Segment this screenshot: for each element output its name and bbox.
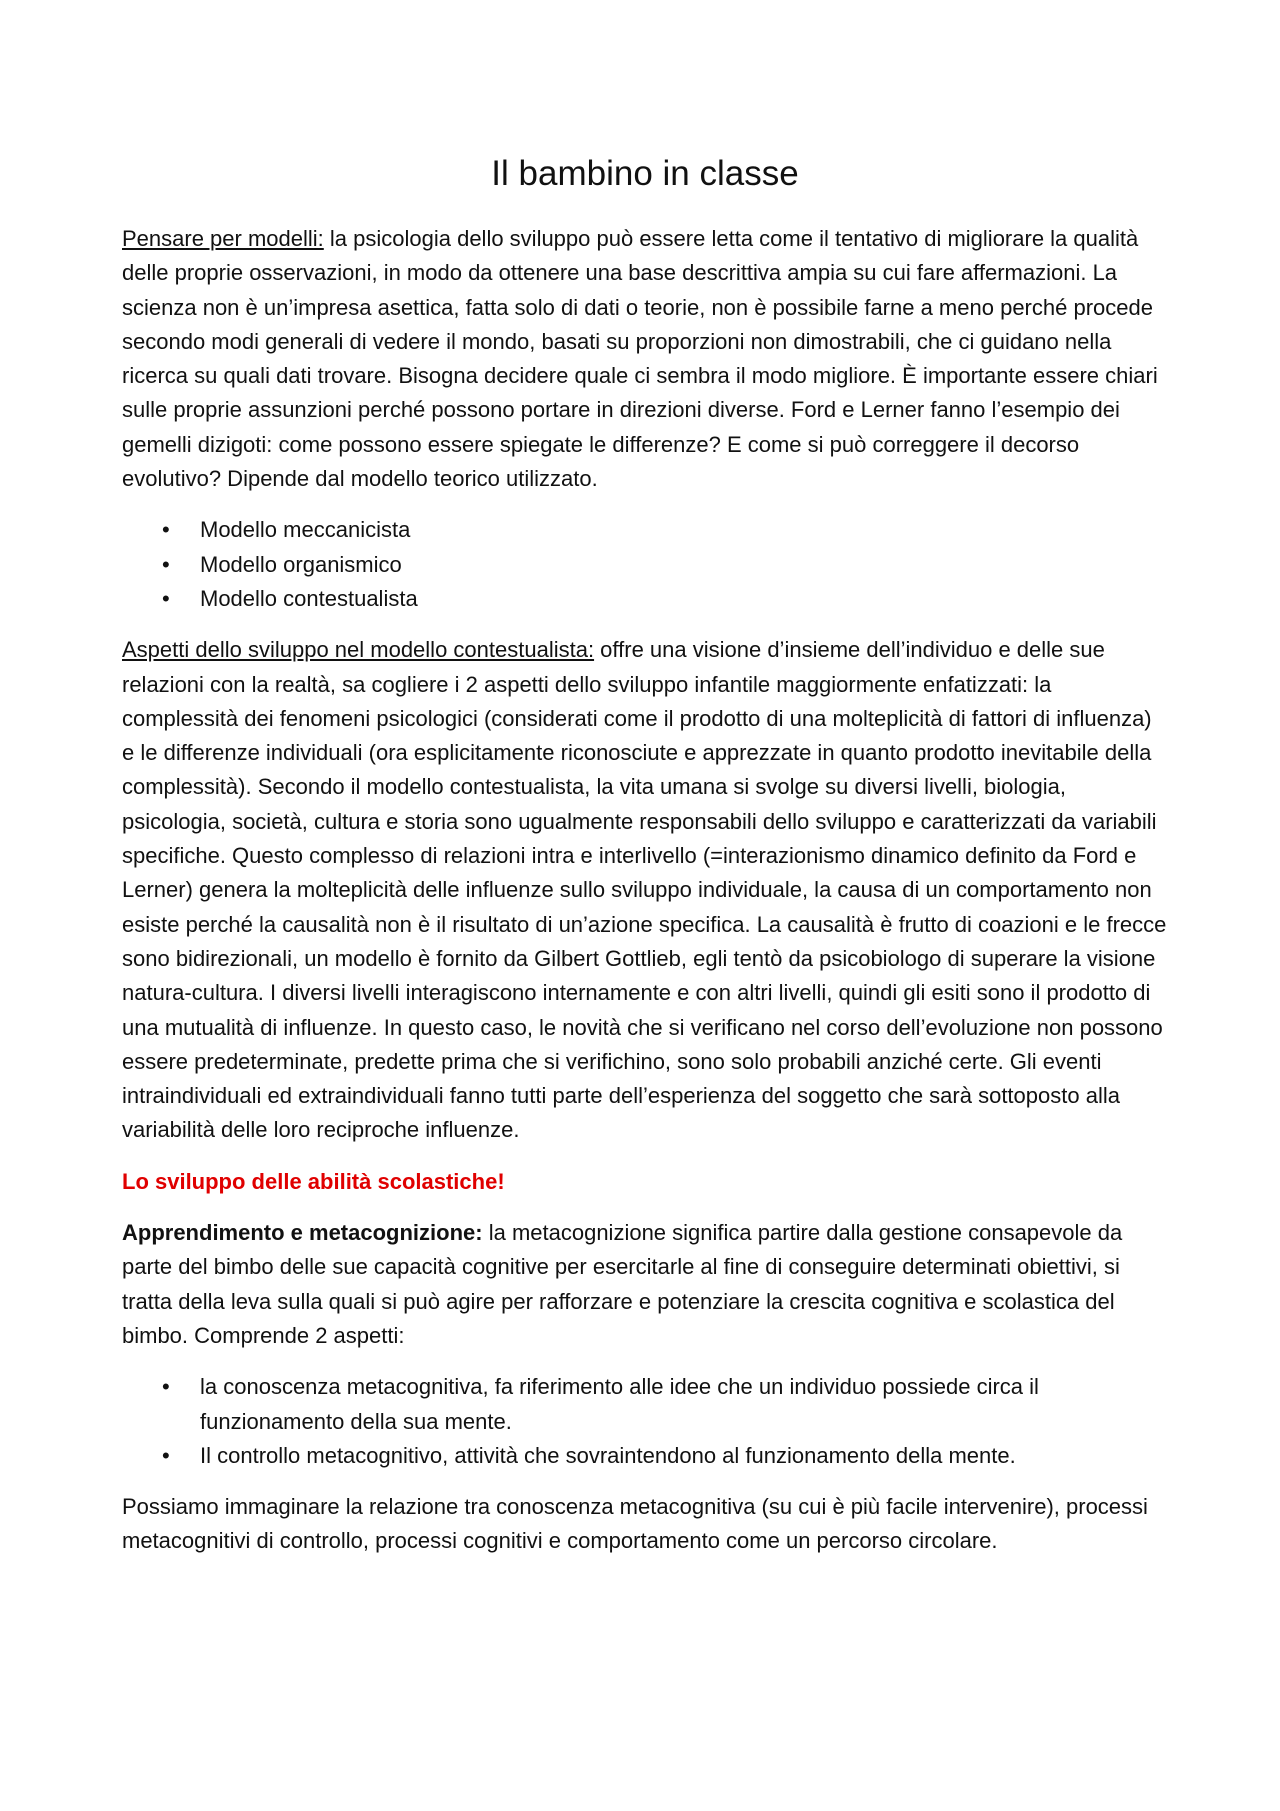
list-item-text: Modello contestualista — [200, 585, 418, 611]
list-item-text: Modello organismico — [200, 551, 402, 577]
list-item — [122, 582, 1168, 616]
bullet-icon: • — [162, 585, 170, 611]
bullet-icon: • — [162, 1374, 170, 1400]
paragraph-text: la metacognizione significa partire dalla gestione consapevole da parte del bimbo delle sue capacità cognitive per esercitarle al fine di conseguire determinati obiettivi, si tratta della leva sulla quali si può agire per rafforzare e potenziare la crescita cognitiva e scolastica del bimbo. Comprende 2 aspetti: — [122, 1220, 1123, 1348]
list-item — [122, 1439, 1168, 1473]
bullet-icon: • — [162, 1442, 170, 1468]
bullet-icon: • — [162, 517, 170, 543]
paragraph-contextualist — [122, 633, 1168, 1147]
paragraph-models — [122, 222, 1168, 496]
list-item — [122, 1370, 1168, 1439]
list-item-text: Modello meccanicista — [200, 517, 411, 543]
bullet-icon: • — [162, 551, 170, 577]
section-heading: Lo sviluppo delle abilità scolastiche! — [122, 1168, 505, 1194]
models-list — [122, 513, 1168, 616]
document-title: Il bambino in classe — [491, 154, 799, 193]
paragraph-lead: Apprendimento e metacognizione: — [122, 1220, 483, 1246]
list-item — [122, 548, 1168, 582]
paragraph-lead: Pensare per modelli: — [122, 226, 324, 251]
list-item-text: la conoscenza metacognitiva, fa riferimento alle idee che un individuo possiede circa il funzionamento della sua mente. — [200, 1374, 1039, 1434]
list-item — [122, 513, 1168, 547]
paragraph-lead: Aspetti dello sviluppo nel modello contestualista: — [122, 637, 595, 663]
paragraph-circular: Possiamo immaginare la relazione tra conoscenza metacognitiva (su cui è più facile intervenire), processi metacognitivi di controllo, processi cognitivi e comportamento come un percorso circolare. — [122, 1494, 1148, 1554]
paragraph-metacognition — [122, 1216, 1168, 1353]
paragraph-text: la psicologia dello sviluppo può essere letta come il tentativo di migliorare la qualità delle proprie osservazioni, in modo da ottenere una base descrittiva ampia su cui fare affermazioni. La scienza non è un’impresa asettica, fatta solo di dati o teorie, non è possibile farne a meno perché procede secondo modi generali di vedere il mondo, basati su proporzioni non dimostrabili, che ci guidano nella ricerca su quali dati trovare. Bisogna decidere quale ci sembra il modo migliore. È importante essere chiari sulle proprie assunzioni perché possono portare in direzioni diverse. Ford e Lerner fanno l’esempio dei gemelli dizigoti: come possono essere spiegate le differenze? E come si può correggere il decorso evolutivo? Dipende dal modello teorico utilizzato. — [122, 226, 1158, 492]
paragraph-text: offre una visione d’insieme dell’individuo e delle sue relazioni con la realtà, sa cogliere i 2 aspetti dello sviluppo infantile maggiormente enfatizzati: la complessità dei fenomeni psicologici (considerati come il prodotto di una molteplicità di fattori di influenza) e le differenze individuali (ora esplicitamente riconosciute e apprezzate in quanto prodotto inevitabile della complessità). Secondo il modello contestualista, la vita umana si svolge su diversi livelli, biologia, psicologia, società, cultura e storia sono ugualmente responsabili dello sviluppo e caratterizzati da variabili specifiche. Questo complesso di relazioni intra e interlivello (=interazionismo dinamico definito da Ford e Lerner) genera la molteplicità delle influenze sullo sviluppo individuale, la causa di un comportamento non esiste perché la causalità non è il risultato di un’azione specifica. La causalità è frutto di coazioni e le frecce sono bidirezionali, un modello è fornito da Gilbert Gottlieb, egli tentò da psicobiologo di superare la visione natura-cultura. I diversi livelli interagiscono internamente e con altri livelli, quindi gli esiti sono il prodotto di una mutualità di influenze. In questo caso, le novità che si verificano nel corso dell’evoluzione non possono essere predeterminate, predette prima che si verifichino, sono solo probabili anziché certe. Gli eventi intraindividuali ed extraindividuali fanno tutti parte dell’esperienza del soggetto che sarà sottoposto alla variabilità delle loro reciproche influenze. — [122, 637, 1167, 1143]
list-item-text: Il controllo metacognitivo, attività che sovraintendono al funzionamento della mente. — [200, 1442, 1016, 1468]
metacognition-list — [122, 1370, 1168, 1473]
document-body — [122, 222, 1168, 1576]
